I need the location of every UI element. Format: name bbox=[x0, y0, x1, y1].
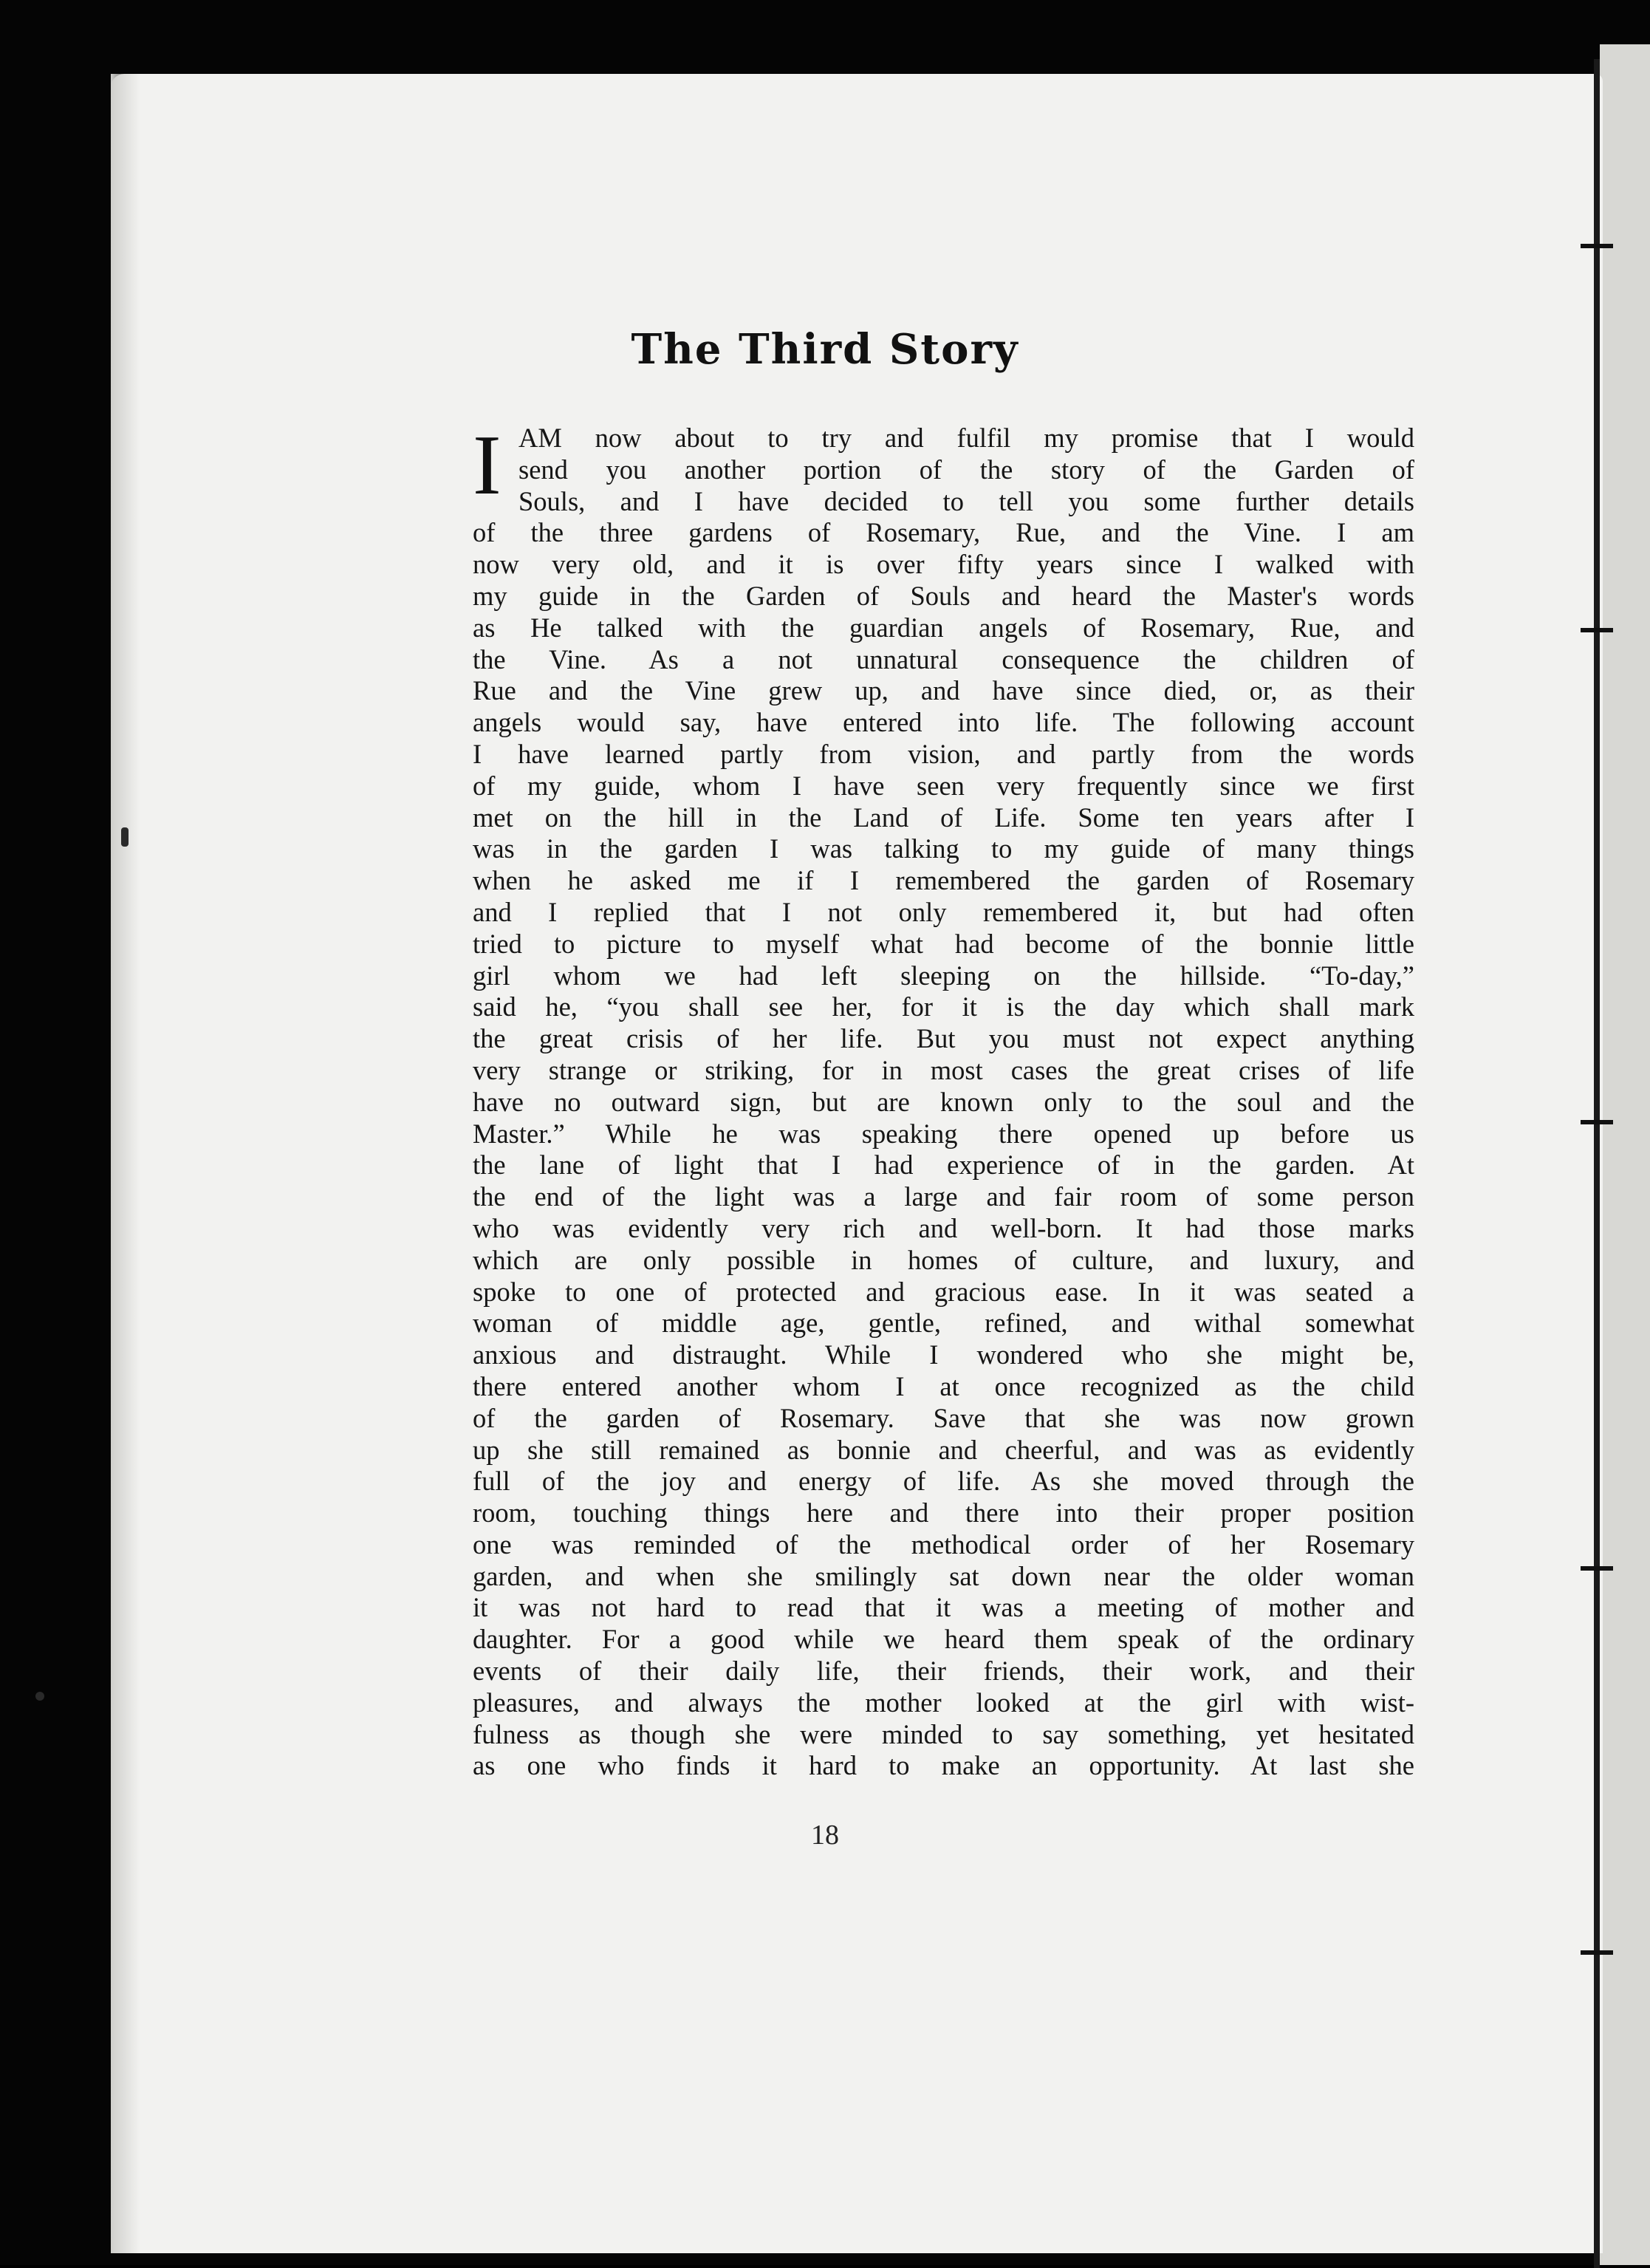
text-line: who was evidently very rich and well-born. It had those marks bbox=[473, 1212, 1414, 1243]
text-line: room, touching things here and there into their proper position bbox=[473, 1497, 1414, 1528]
text-line: events of their daily life, their friends, their work, and their bbox=[473, 1656, 1414, 1687]
text-line: which are only possible in homes of culture, and luxury, and bbox=[473, 1244, 1414, 1275]
text-line: spoke to one of protected and gracious ease. In it was seated a bbox=[473, 1276, 1414, 1307]
text-line: have no outward sign, but are known only to the soul and the bbox=[473, 1086, 1414, 1117]
text-line: pleasures, and always the mother looked at the girl with wist- bbox=[473, 1687, 1414, 1718]
text-line: met on the hill in the Land of Life. Some ten years after I bbox=[473, 802, 1414, 833]
text-line: the Vine. As a not unnatural consequence the children of bbox=[473, 643, 1414, 674]
text-line: up she still remained as bonnie and cheerful, and was as evidently bbox=[473, 1434, 1414, 1465]
text-line: woman of middle age, gentle, refined, and withal somewhat bbox=[473, 1308, 1414, 1339]
text-line: it was not hard to read that it was a meeting of mother and bbox=[473, 1592, 1414, 1623]
binding-tick bbox=[1581, 1120, 1613, 1124]
page-number: 18 bbox=[811, 1820, 839, 1851]
text-line: tried to picture to myself what had become of the bonnie little bbox=[473, 928, 1414, 959]
facing-page-edge bbox=[1600, 44, 1650, 2265]
scan-speck bbox=[121, 827, 129, 847]
chapter-heading: The Third Story bbox=[631, 325, 1019, 374]
text-line: I have learned partly from vision, and partly from the words bbox=[473, 738, 1414, 769]
text-line: the end of the light was a large and fair room of some person bbox=[473, 1181, 1414, 1212]
text-line: one was reminded of the methodical order of her Rosemary bbox=[473, 1528, 1414, 1560]
text-line: the lane of light that I had experience of in the garden. At bbox=[473, 1150, 1414, 1181]
text-line: when he asked me if I remembered the garden of Rosemary bbox=[473, 865, 1414, 896]
drop-cap: I bbox=[473, 418, 501, 513]
text-line: garden, and when she smilingly sat down near the older woman bbox=[473, 1560, 1414, 1591]
text-line: of the three gardens of Rosemary, Rue, and the Vine. I am bbox=[473, 517, 1414, 548]
text-line: send you another portion of the story of the Garden of bbox=[518, 454, 1414, 485]
text-line: as He talked with the guardian angels of Rosemary, Rue, and bbox=[473, 612, 1414, 643]
binding-tick bbox=[1581, 1566, 1613, 1571]
text-line: fulness as though she were minded to say something, yet hesitated bbox=[473, 1718, 1414, 1749]
page-gutter-shadow bbox=[111, 74, 140, 2253]
text-line: very strange or striking, for in most cases the great crises of life bbox=[473, 1054, 1414, 1085]
text-line: the great crisis of her life. But you must not expect anything bbox=[473, 1023, 1414, 1054]
text-line: said he, “you shall see her, for it is the day which shall mark bbox=[473, 991, 1414, 1022]
text-line: of the garden of Rosemary. Save that she was now grown bbox=[473, 1402, 1414, 1433]
binding-tick bbox=[1581, 628, 1613, 632]
text-line: was in the garden I was talking to my guide of many things bbox=[473, 833, 1414, 864]
text-line: girl whom we had left sleeping on the hillside. “To-day,” bbox=[473, 960, 1414, 991]
binding-tick bbox=[1581, 244, 1613, 248]
text-line: and I replied that I not only remembered it, but had often bbox=[473, 896, 1414, 927]
text-line: of my guide, whom I have seen very frequently since we first bbox=[473, 770, 1414, 801]
text-line: Souls, and I have decided to tell you some further details bbox=[518, 485, 1414, 516]
text-line: now very old, and it is over fifty years since I walked with bbox=[473, 549, 1414, 580]
text-line: AM now about to try and fulfil my promise that I would bbox=[518, 423, 1414, 453]
text-line: anxious and distraught. While I wondered who she might be, bbox=[473, 1339, 1414, 1370]
text-line: as one who finds it hard to make an opportunity. At last she bbox=[473, 1750, 1414, 1781]
text-line: there entered another whom I at once recognized as the child bbox=[473, 1370, 1414, 1401]
text-line: my guide in the Garden of Souls and heard the Master's words bbox=[473, 580, 1414, 611]
text-line: Rue and the Vine grew up, and have since died, or, as their bbox=[473, 675, 1414, 706]
binding-tick bbox=[1581, 1950, 1613, 1955]
text-line: full of the joy and energy of life. As she moved through the bbox=[473, 1466, 1414, 1497]
scan-speck bbox=[35, 1692, 44, 1701]
text-line: daughter. For a good while we heard them speak of the ordinary bbox=[473, 1624, 1414, 1655]
text-line: angels would say, have entered into life. The following account bbox=[473, 707, 1414, 738]
body-text bbox=[473, 418, 1414, 1782]
text-line: Master.” While he was speaking there opened up before us bbox=[473, 1118, 1414, 1149]
page-binding-edge bbox=[1594, 59, 1600, 2268]
